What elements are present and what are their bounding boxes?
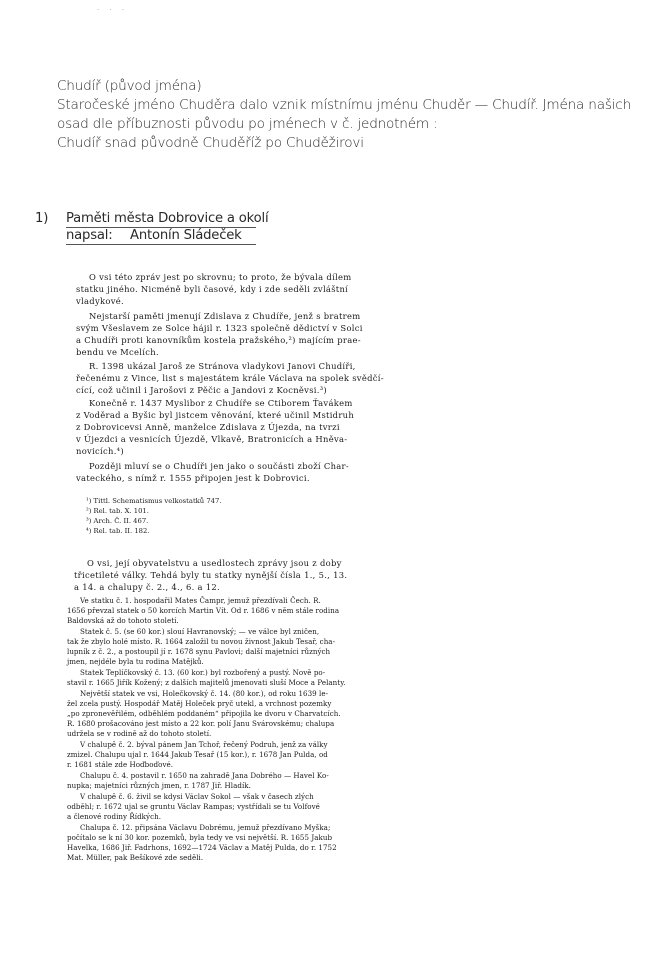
source-author: Antonín Sládeček xyxy=(130,228,242,243)
text-line: statku jiného. Nicméně byli časové, kdy i zde seděli zvláštní xyxy=(76,284,349,294)
note-line: osad dle příbuznosti původu po jménech v č. jednotném : xyxy=(57,116,438,132)
text-line: r. 1681 stále zde Hoďboďové. xyxy=(67,760,174,769)
text-line: svým Všeslavem ze Solce hájil r. 1323 společně dědictví v Solci xyxy=(76,323,363,333)
footnote: ³) Arch. Č. II. 467. xyxy=(86,517,149,525)
text-line: nupka; majetníci různých jmen, r. 1787 Jiř. Hladík. xyxy=(67,781,251,790)
text-line: třicetileté války. Tehdá byly tu statky nynější čísla 1., 5., 13. xyxy=(74,570,348,580)
text-line: cící, což učinil i Jarošovi z Pěčic a Jandovi z Kocněvsi.³) xyxy=(76,385,327,395)
text-line: Později mluví se o Chudíři jen jako o součásti zboží Char- xyxy=(89,461,349,471)
text-line: 1656 převzal statek o 50 korcích Martin Vít. Od r. 1686 v něm stále rodina xyxy=(67,606,340,615)
footnote: ⁴) Rel. tab. II. 182. xyxy=(86,527,150,535)
footnote: ¹) Tittl. Schematismus velkostatků 747. xyxy=(86,497,222,505)
text-line: Nejstarší paměti jmenují Zdislava z Chudíře, jenž s bratrem xyxy=(89,311,361,321)
text-line: Havelka, 1686 Jiř. Fadrhons, 1692—1724 Václav a Matěj Pulda, do r. 1752 xyxy=(67,843,337,852)
text-line: odběhl; r. 1672 ujal se gruntu Václav Rampas; vystřídali se tu Volfové xyxy=(67,802,320,811)
text-line: Ve statku č. 1. hospodařil Mates Čampr, jemuž přezdívali Čech. R. xyxy=(80,596,321,605)
text-line: Největší statek ve vsi, Holečkovský č. 14. (80 kor.), od roku 1639 le- xyxy=(80,689,329,698)
note-line: Chudíř snad původně Chuděříž po Chuděžirovi xyxy=(57,135,364,151)
footnote: ²) Rel. tab. X. 101. xyxy=(86,507,149,515)
text-line: a Chudíři proti kanovníkům kostela pražského,²) majícím prae- xyxy=(76,335,361,345)
text-line: Chalupu č. 4. postavil r. 1650 na zahradě Jana Dobrého — Havel Ko- xyxy=(80,771,329,780)
text-line: lupník z č. 2., a postoupil jí r. 1678 synu Pavlovi; další majetníci různých xyxy=(67,647,331,656)
text-line: z Dobrovicevsi Anně, manželce Zdislava z Újezda, na tvrzi xyxy=(76,422,340,432)
text-line: Baldovská až do tohoto století. xyxy=(67,616,179,625)
text-line: počítalo se k ní 30 kor. pozemků, byla tedy ve vsi největší. R. 1655 Jakub xyxy=(67,833,333,842)
underline xyxy=(66,244,256,245)
text-line: zmizel. Chalupu ujal r. 1644 Jakub Tesař (15 kor.), r. 1678 Jan Pulda, od xyxy=(67,750,328,759)
source-number: 1) xyxy=(35,211,49,226)
text-line: R. 1680 prošacováno jest místo a 22 kor. polí Janu Svárovskému; chalupa xyxy=(67,719,335,728)
text-line: R. 1398 ukázal Jaroš ze Stránova vladykovi Janovi Chudíři, xyxy=(89,361,356,371)
text-line: žel zcela pustý. Hospodář Matěj Holeček pryč utekl, a vrchnost pozemky xyxy=(67,699,332,708)
note-line: Staročeské jméno Chuděra dalo vznik místnímu jménu Chuděr — Chudíř. Jména našich xyxy=(57,97,631,113)
text-line: O vsi této zpráv jest po skrovnu; to proto, že bývala dílem xyxy=(89,272,352,282)
text-line: a členové rodiny Řídkých. xyxy=(67,812,162,821)
text-line: „po zpronevěřilém, odběhlém poddaném“ připojila ke dvoru v Charvatcích. xyxy=(67,709,341,718)
text-line: Statek č. 5. (se 60 kor.) slouí Havranovský; — ve válce byl zničen, xyxy=(80,627,320,636)
text-line: novicích.⁴) xyxy=(76,446,124,456)
text-line: bendu ve Mcelích. xyxy=(76,347,159,357)
text-line: jmen, nejdéle byla tu rodina Matějků. xyxy=(67,657,204,666)
note-title: Chudíř (původ jména) xyxy=(57,78,202,94)
scan-marks: · · · xyxy=(97,6,129,14)
text-line: V chalupě č. 6. živil se kdysi Václav Sokol — však v časech zlých xyxy=(80,792,314,801)
text-line: v Újezdci a vesnicích Újezdě, Vlkavě, Bratronicích a Hněva- xyxy=(76,434,348,444)
text-line: Mat. Müller, pak Bešíkové zde seděli. xyxy=(67,853,204,862)
text-line: řečenému z Vince, list s majestátem krále Václava na spolek svědčí- xyxy=(76,373,384,383)
text-line: a 14. a chalupy č. 2., 4., 6. a 12. xyxy=(74,582,220,592)
text-line: udržela se v rodině až do tohoto století. xyxy=(67,729,212,738)
text-line: vateckého, s nímž r. 1555 připojen jest k Dobrovici. xyxy=(76,473,310,483)
text-line: Statek Teplíčkovský č. 13. (60 kor.) byl rozbořený a pustý. Nově po- xyxy=(80,668,326,677)
text-line: O vsi, její obyvatelstvu a usedlostech zprávy jsou z doby xyxy=(87,558,342,568)
text-line: vladykové. xyxy=(76,296,124,306)
text-line: tak že zbylo holé místo. R. 1664 založil tu novou živnost Jakub Tesař, cha- xyxy=(67,637,336,646)
text-line: V chalupě č. 2. býval pánem Jan Tchoř, řečený Podruh, jenž za války xyxy=(80,740,328,749)
text-line: stavil r. 1665 Jiřík Kožený; z dalších majitelů jmenovati sluší Moce a Pelanty. xyxy=(67,678,346,687)
text-line: Konečně r. 1437 Myslibor z Chudíře se Ctiborem Ťavákem xyxy=(89,398,353,408)
text-line: Chalupa č. 12. připsána Václavu Dobrému, jemuž přezdívano Myška; xyxy=(80,823,331,832)
author-label: napsal: xyxy=(66,228,113,243)
source-title: Paměti města Dobrovice a okolí xyxy=(66,211,269,226)
text-line: z Voděrad a Byšic byl jistcem věnování, které učinil Mstidruh xyxy=(76,410,355,420)
